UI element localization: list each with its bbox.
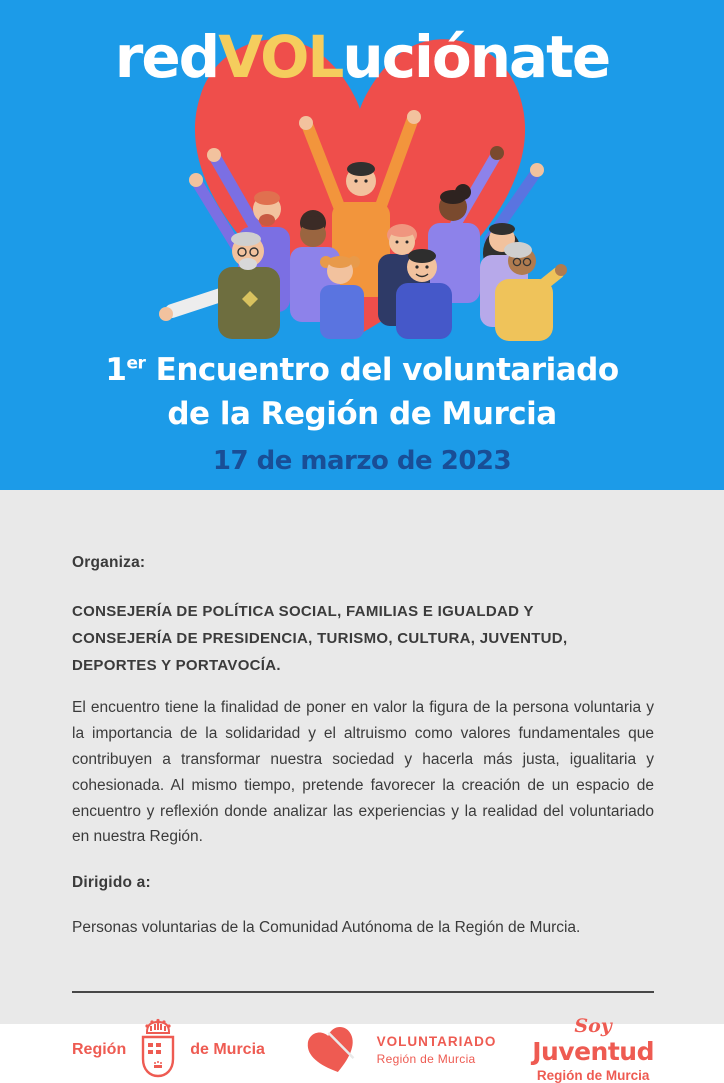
region-logo-left-text: Región: [72, 1041, 127, 1059]
ordinal-base: 1: [105, 352, 127, 388]
juventud-title: Juventud: [532, 1037, 654, 1067]
juventud-soy-script: Soy: [574, 1015, 612, 1038]
title-part-vol: VOL: [218, 23, 343, 91]
content-section: [0, 490, 724, 1083]
voluntariado-logo: [301, 1019, 497, 1081]
organizers-text: CONSEJERÍA DE POLÍTICA SOCIAL, FAMILIAS E IGUALDAD Y CONSEJERÍA DE PRESIDENCIA, TURISMO, CULTURA, JUVENTUD, DEPORTES Y PORTAVOCÍA.: [72, 603, 568, 674]
title-part-ucionate: uciónate: [342, 23, 610, 91]
organiza-label: Organiza:: [72, 554, 146, 571]
voluntariado-title: VOLUNTARIADO: [376, 1034, 497, 1050]
voluntariado-heart-icon: [301, 1019, 363, 1081]
footer-logos: [72, 1017, 654, 1083]
voluntariado-logo-text: [377, 1034, 497, 1066]
region-murcia-shield-icon: [135, 1017, 181, 1083]
juventud-logo: [532, 1017, 654, 1082]
subtitle-line2: de la Región de Murcia: [167, 396, 557, 433]
person-elderly-man: [159, 232, 280, 339]
dirigido-label: Dirigido a:: [72, 874, 151, 892]
audience-text: Personas voluntarias de la Comunidad Autónoma de la Región de Murcia.: [72, 919, 581, 937]
event-date: 17 de marzo de 2023: [212, 446, 512, 476]
event-description: El encuentro tiene la finalidad de poner en valor la figura de la persona voluntaria y la importancia de la solidaridad y el altruismo como valores fundamentales que contribuyen a transformar nuestra sociedad y hacerla más justa, igualitaria y cohesionada. Al mismo tiempo, pretende favorecer la creación de un espacio de encuentro y reflexión donde analizar las experiencias y la realidad del voluntariado en nuestra Región.: [72, 699, 654, 846]
voluntariado-subtitle: Región de Murcia: [376, 1052, 476, 1067]
page-title: [0, 23, 724, 91]
subtitle-line1: [105, 352, 618, 388]
region-logo-right-text: de Murcia: [190, 1041, 265, 1059]
subtitle-line1-rest: Encuentro del voluntariado: [145, 352, 619, 388]
title-part-red: red: [114, 23, 219, 91]
hero-section: [0, 0, 724, 490]
juventud-subtitle: Región de Murcia: [536, 1067, 650, 1083]
region-murcia-logo: [72, 1017, 265, 1083]
ordinal-sup: er: [126, 353, 146, 374]
event-subtitle: [0, 348, 724, 436]
footer-divider: [72, 991, 654, 993]
